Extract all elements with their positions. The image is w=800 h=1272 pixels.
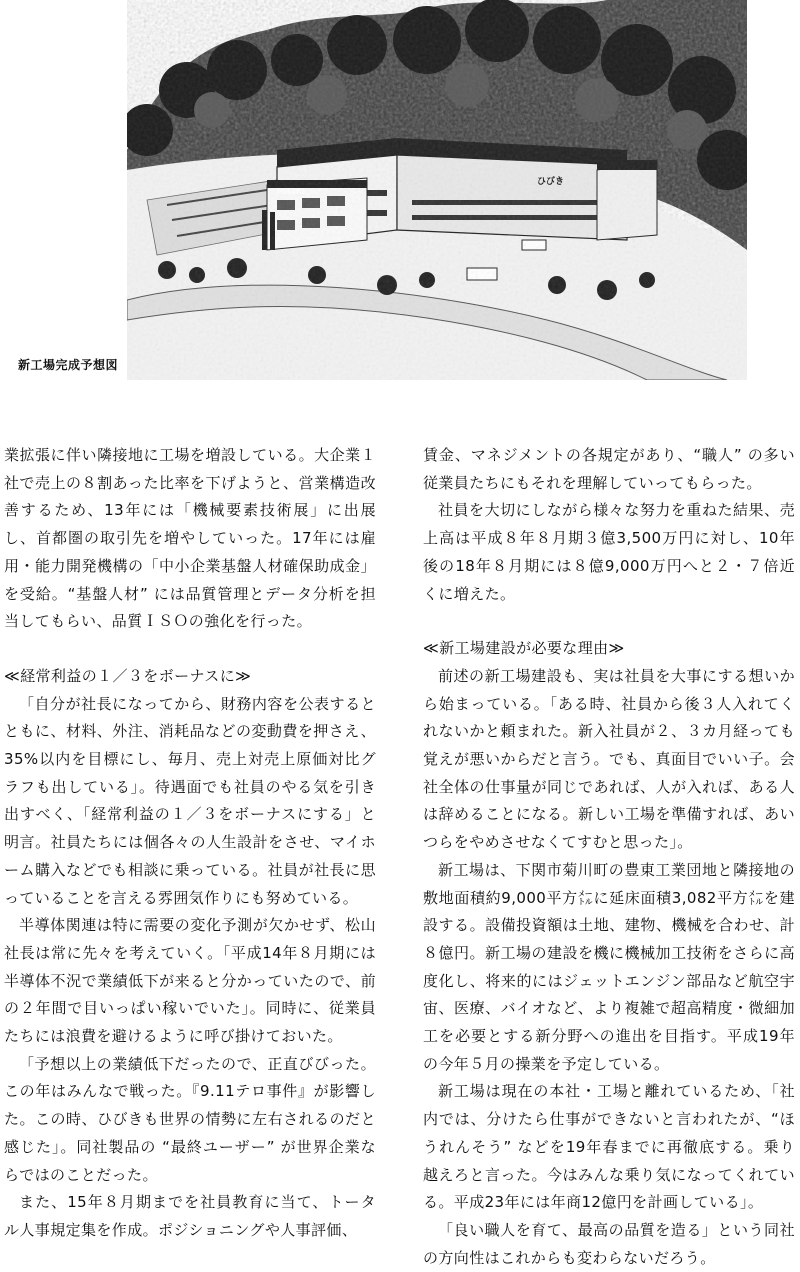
factory-illustration (127, 0, 747, 380)
figure-caption: 新工場完成予想図 (14, 356, 122, 373)
building-sign-left: HIBIKI (277, 187, 305, 196)
right-paragraph-1: 賃金、マネジメントの各規定があり、“職人” の多い従業員たちにもそれを理解していってもらった。 (423, 446, 795, 492)
left-paragraph-2: 「自分が社長になってから、財務内容を公表するとともに、材料、外注、消耗品などの変動費を押さえ、35%以内を目標にし、毎月、売上対売上原価対比グラフも出している」。待遇面でも社員のやる気を引き出すべく、「経常利益の１／３をボーナスにする」と明言。社員たちには個各々の人生設計をさせ、マイホーム購入などでも相談に乗っている。社員が社長に思っていることを言える雰囲気作りにも努めている。 (4, 694, 376, 907)
left-paragraph-3: 半導体関連は特に需要の変化予測が欠かせず、松山社長は常に先々を考えていく。「平成14年８月期には半導体不況で業績低下が来ると分かっていたので、前の２年間で目いっぱい稼いでいた」。同時に、従業員たちには浪費を避けるように呼び掛けておいた。 (4, 916, 376, 1046)
factory-rendering-svg (127, 0, 747, 380)
left-column (4, 442, 376, 1245)
section-heading-bonus: ≪経常利益の１／３をボーナスに≫ (4, 666, 252, 685)
right-column (423, 442, 795, 1272)
section-heading-new-factory: ≪新工場建設が必要な理由≫ (423, 639, 625, 658)
right-paragraph-3: 前述の新工場建設も、実は社員を大事にする想いから始まっている。「ある時、社員から後３人入れてくれないかと頼まれた。新入社員が２、３カ月経っても覚えが悪いからだと言う。でも、真面目でいい子。会社全体の仕事量が同じであれば、人が入れば、ある人は辞めることになる。新しい工場を準備すれば、あいつらをやめさせなくてすむと思った」。 (423, 666, 795, 852)
right-paragraph-5: 新工場は現在の本社・工場と離れているため、「社内では、分けたら仕事ができないと言われたが、“ほうれんそう” などを19年春までに再徹底する。乗り越えろと言った。今はみんな乗り気になってくれている。平成23年には年商12億円を計画している」。 (423, 1082, 795, 1212)
right-paragraph-4: 新工場は、下関市菊川町の豊東工業団地と隣接地の敷地面積約9,000平方㍍に延床面積3,082平方㍍を建設する。設備投資額は土地、建物、機械を合わせ、計８億円。新工場の建設を機に機械加工技術をさらに高度化し、将来的にはジェットエンジン部品など航空宇宙、医療、バイオなど、より複雑で超高精度・微細加工を必要とする新分野への進出を目指す。平成19年の今年５月の操業を予定している。 (423, 860, 795, 1073)
right-paragraph-2: 社員を大切にしながら様々な努力を重ねた結果、売上高は平成８年８月期３億3,500万円に対し、10年後の18年８月期には８億9,000万円へと２・７倍近くに増えた。 (423, 501, 795, 603)
building-sign-right: ひびき (537, 177, 565, 187)
right-paragraph-6: 「良い職人を育て、最高の品質を造る」という同社の方向性はこれからも変わらないだろう。 (423, 1220, 795, 1267)
left-paragraph-4: 「予想以上の業績低下だったので、正直びびった。この年はみんなで戦った。『9.11テロ事件』が影響した。この時、ひびきも世界の情勢に左右されるのだと感じた」。同社製品の “最終ユーザー” が世界企業ならではのことだった。 (4, 1054, 376, 1184)
left-paragraph-1: 業拡張に伴い隣接地に工場を増設している。大企業１社で売上の８割あった比率を下げようと、営業構造改善するため、13年には「機械要素技術展」に出展し、首都圏の取引先を増やしていった。17年には雇用・能力開発機構の「中小企業基盤人材確保助成金」を受給。“基盤人材” には品質管理とデータ分析を担当してもらい、品質ＩＳＯの強化を行った。 (4, 446, 376, 631)
left-paragraph-5: また、15年８月期までを社員教育に当て、トータル人事規定集を作成。ポジショニングや人事評価、 (4, 1193, 376, 1239)
